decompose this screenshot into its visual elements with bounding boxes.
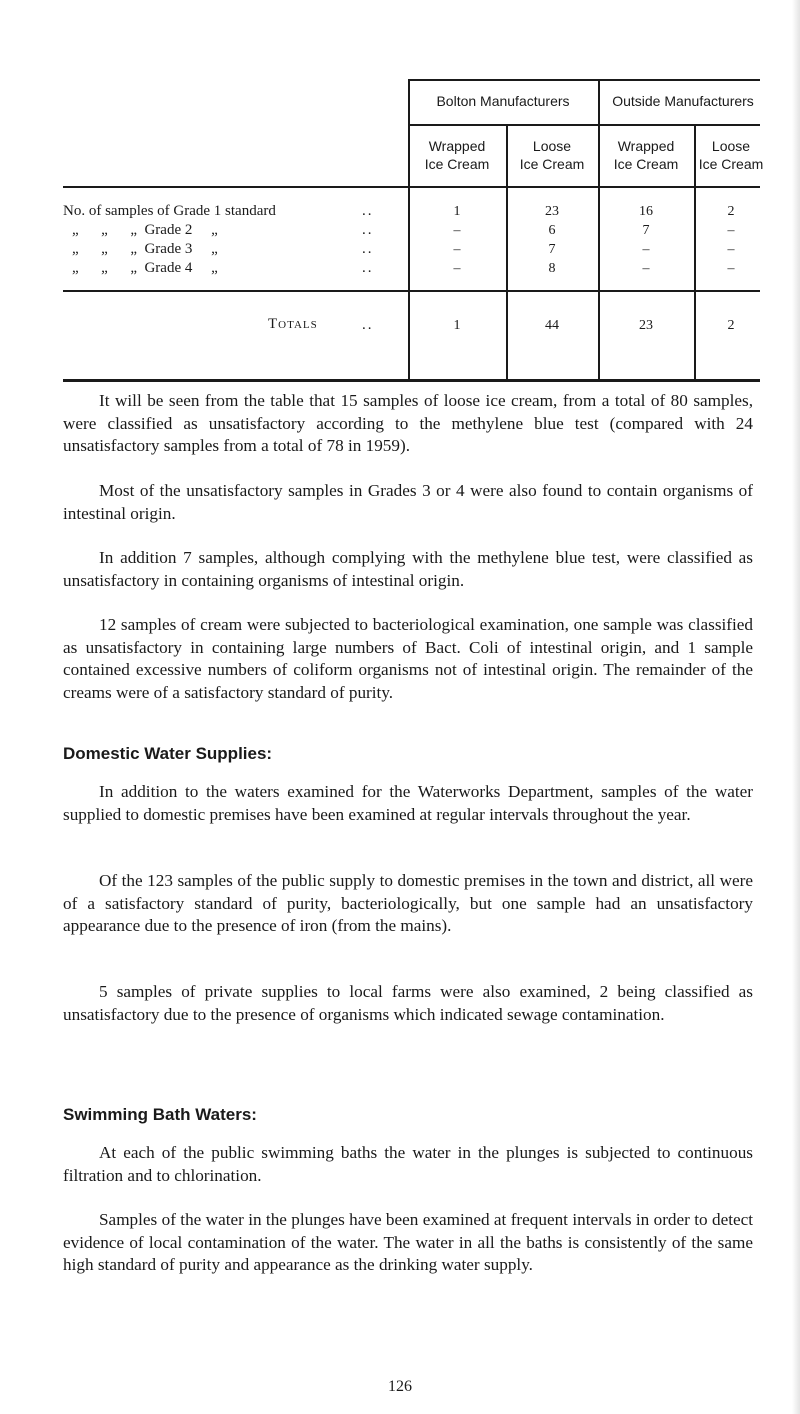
paragraph: Of the 123 samples of the public supply to domestic premises in the town and district, all were of a satisfactory standard of purity, bacteriologically, but one sample had an unsatisfactory appearance due to the presence of iron (from the mains).	[63, 871, 753, 935]
subheader-line: Wrapped	[428, 138, 486, 154]
table-cell: 7	[548, 242, 556, 257]
header-rule	[63, 186, 760, 188]
leader-dots: ..	[362, 241, 374, 257]
table-cell: –	[642, 242, 650, 257]
table-cell: 1	[453, 204, 461, 219]
row-label-grade-3: „ „ „ Grade 3 „	[72, 241, 218, 257]
subheader-loose-bolton	[506, 137, 598, 173]
table-cell: 8	[548, 261, 556, 276]
body-rule	[63, 290, 760, 292]
group-header-bolton: Bolton Manufacturers	[436, 93, 570, 109]
subheader-line: Loose	[532, 138, 572, 154]
table-cell: –	[727, 261, 735, 276]
table-cell: 7	[642, 223, 650, 238]
paragraph: At each of the public swimming baths the water in the plunges is subjected to continuous filtration and to chlorination.	[63, 1143, 753, 1185]
table-cell: –	[642, 261, 650, 276]
table-cell: –	[453, 242, 461, 257]
table-cell: 23	[545, 204, 559, 219]
table-cell: –	[453, 223, 461, 238]
paragraph: Samples of the water in the plunges have been examined at frequent intervals in order to detect evidence of local contamination of the water. The water in all the baths is consistently of the same high standard of purity and appearance as the drinking water supply.	[63, 1210, 753, 1274]
leader-dots: ..	[362, 222, 374, 238]
table-cell: 6	[548, 223, 556, 238]
table-bottom-rule	[63, 379, 760, 382]
paragraph: 5 samples of private supplies to local farms were also examined, 2 being classified as unsatisfactory due to the presence of organisms which indicated sewage contamination.	[63, 982, 753, 1024]
section-heading-domestic-water: Domestic Water Supplies:	[63, 744, 273, 763]
totals-cell: 2	[727, 318, 735, 333]
totals-label: Totals	[268, 316, 318, 332]
totals-cell: 23	[639, 318, 653, 333]
subheader-line: Ice Cream	[424, 156, 490, 172]
table-cell: 16	[639, 204, 653, 219]
table-cell: –	[727, 242, 735, 257]
subheader-wrapped-bolton	[408, 137, 506, 173]
group-header-outside: Outside Manufacturers	[612, 93, 754, 109]
leader-dots: ..	[362, 317, 374, 333]
paragraph: Most of the unsatisfactory samples in Grades 3 or 4 were also found to contain organisms of intestinal origin.	[63, 481, 753, 523]
subheader-line: Wrapped	[617, 138, 675, 154]
group-rule	[408, 124, 760, 126]
row-label-grade-1: No. of samples of Grade 1 standard	[63, 203, 276, 219]
subheader-line: Ice Cream	[519, 156, 585, 172]
subheader-line: Ice Cream	[698, 156, 764, 172]
row-label-grade-4: „ „ „ Grade 4 „	[72, 260, 218, 276]
page-edge-shadow	[792, 0, 800, 1414]
paragraph: In addition to the waters examined for the Waterworks Department, samples of the water supplied to domestic premises have been examined at regular intervals throughout the year.	[63, 782, 753, 824]
table-cell: –	[727, 223, 735, 238]
paragraph: In addition 7 samples, although complying with the methylene blue test, were classified as unsatisfactory in containing organisms of intestinal origin.	[63, 548, 753, 590]
subheader-line: Ice Cream	[613, 156, 679, 172]
subheader-wrapped-outside	[598, 137, 694, 173]
table-cell: –	[453, 261, 461, 276]
subheader-loose-outside	[694, 137, 768, 173]
table-cell: 2	[727, 204, 735, 219]
totals-cell: 44	[545, 318, 559, 333]
leader-dots: ..	[362, 260, 374, 276]
leader-dots: ..	[362, 203, 374, 219]
subheader-line: Loose	[711, 138, 751, 154]
table-top-rule	[408, 79, 760, 81]
paragraph: 12 samples of cream were subjected to bacteriological examination, one sample was classified as unsatisfactory in containing large numbers of Bact. Coli of intestinal origin, and 1 sample contained excessive numbers of coliform organisms not of intestinal origin. The remainder of the creams were of a satisfactory standard of purity.	[63, 615, 753, 702]
page-number: 126	[388, 1378, 412, 1395]
row-label-grade-2: „ „ „ Grade 2 „	[72, 222, 218, 238]
totals-cell: 1	[453, 318, 461, 333]
section-heading-swimming-bath: Swimming Bath Waters:	[63, 1105, 257, 1124]
paragraph: It will be seen from the table that 15 samples of loose ice cream, from a total of 80 samples, were classified as unsatisfactory according to the methylene blue test (compared with 24 unsatisfactory samples from a total of 78 in 1959).	[63, 391, 753, 455]
